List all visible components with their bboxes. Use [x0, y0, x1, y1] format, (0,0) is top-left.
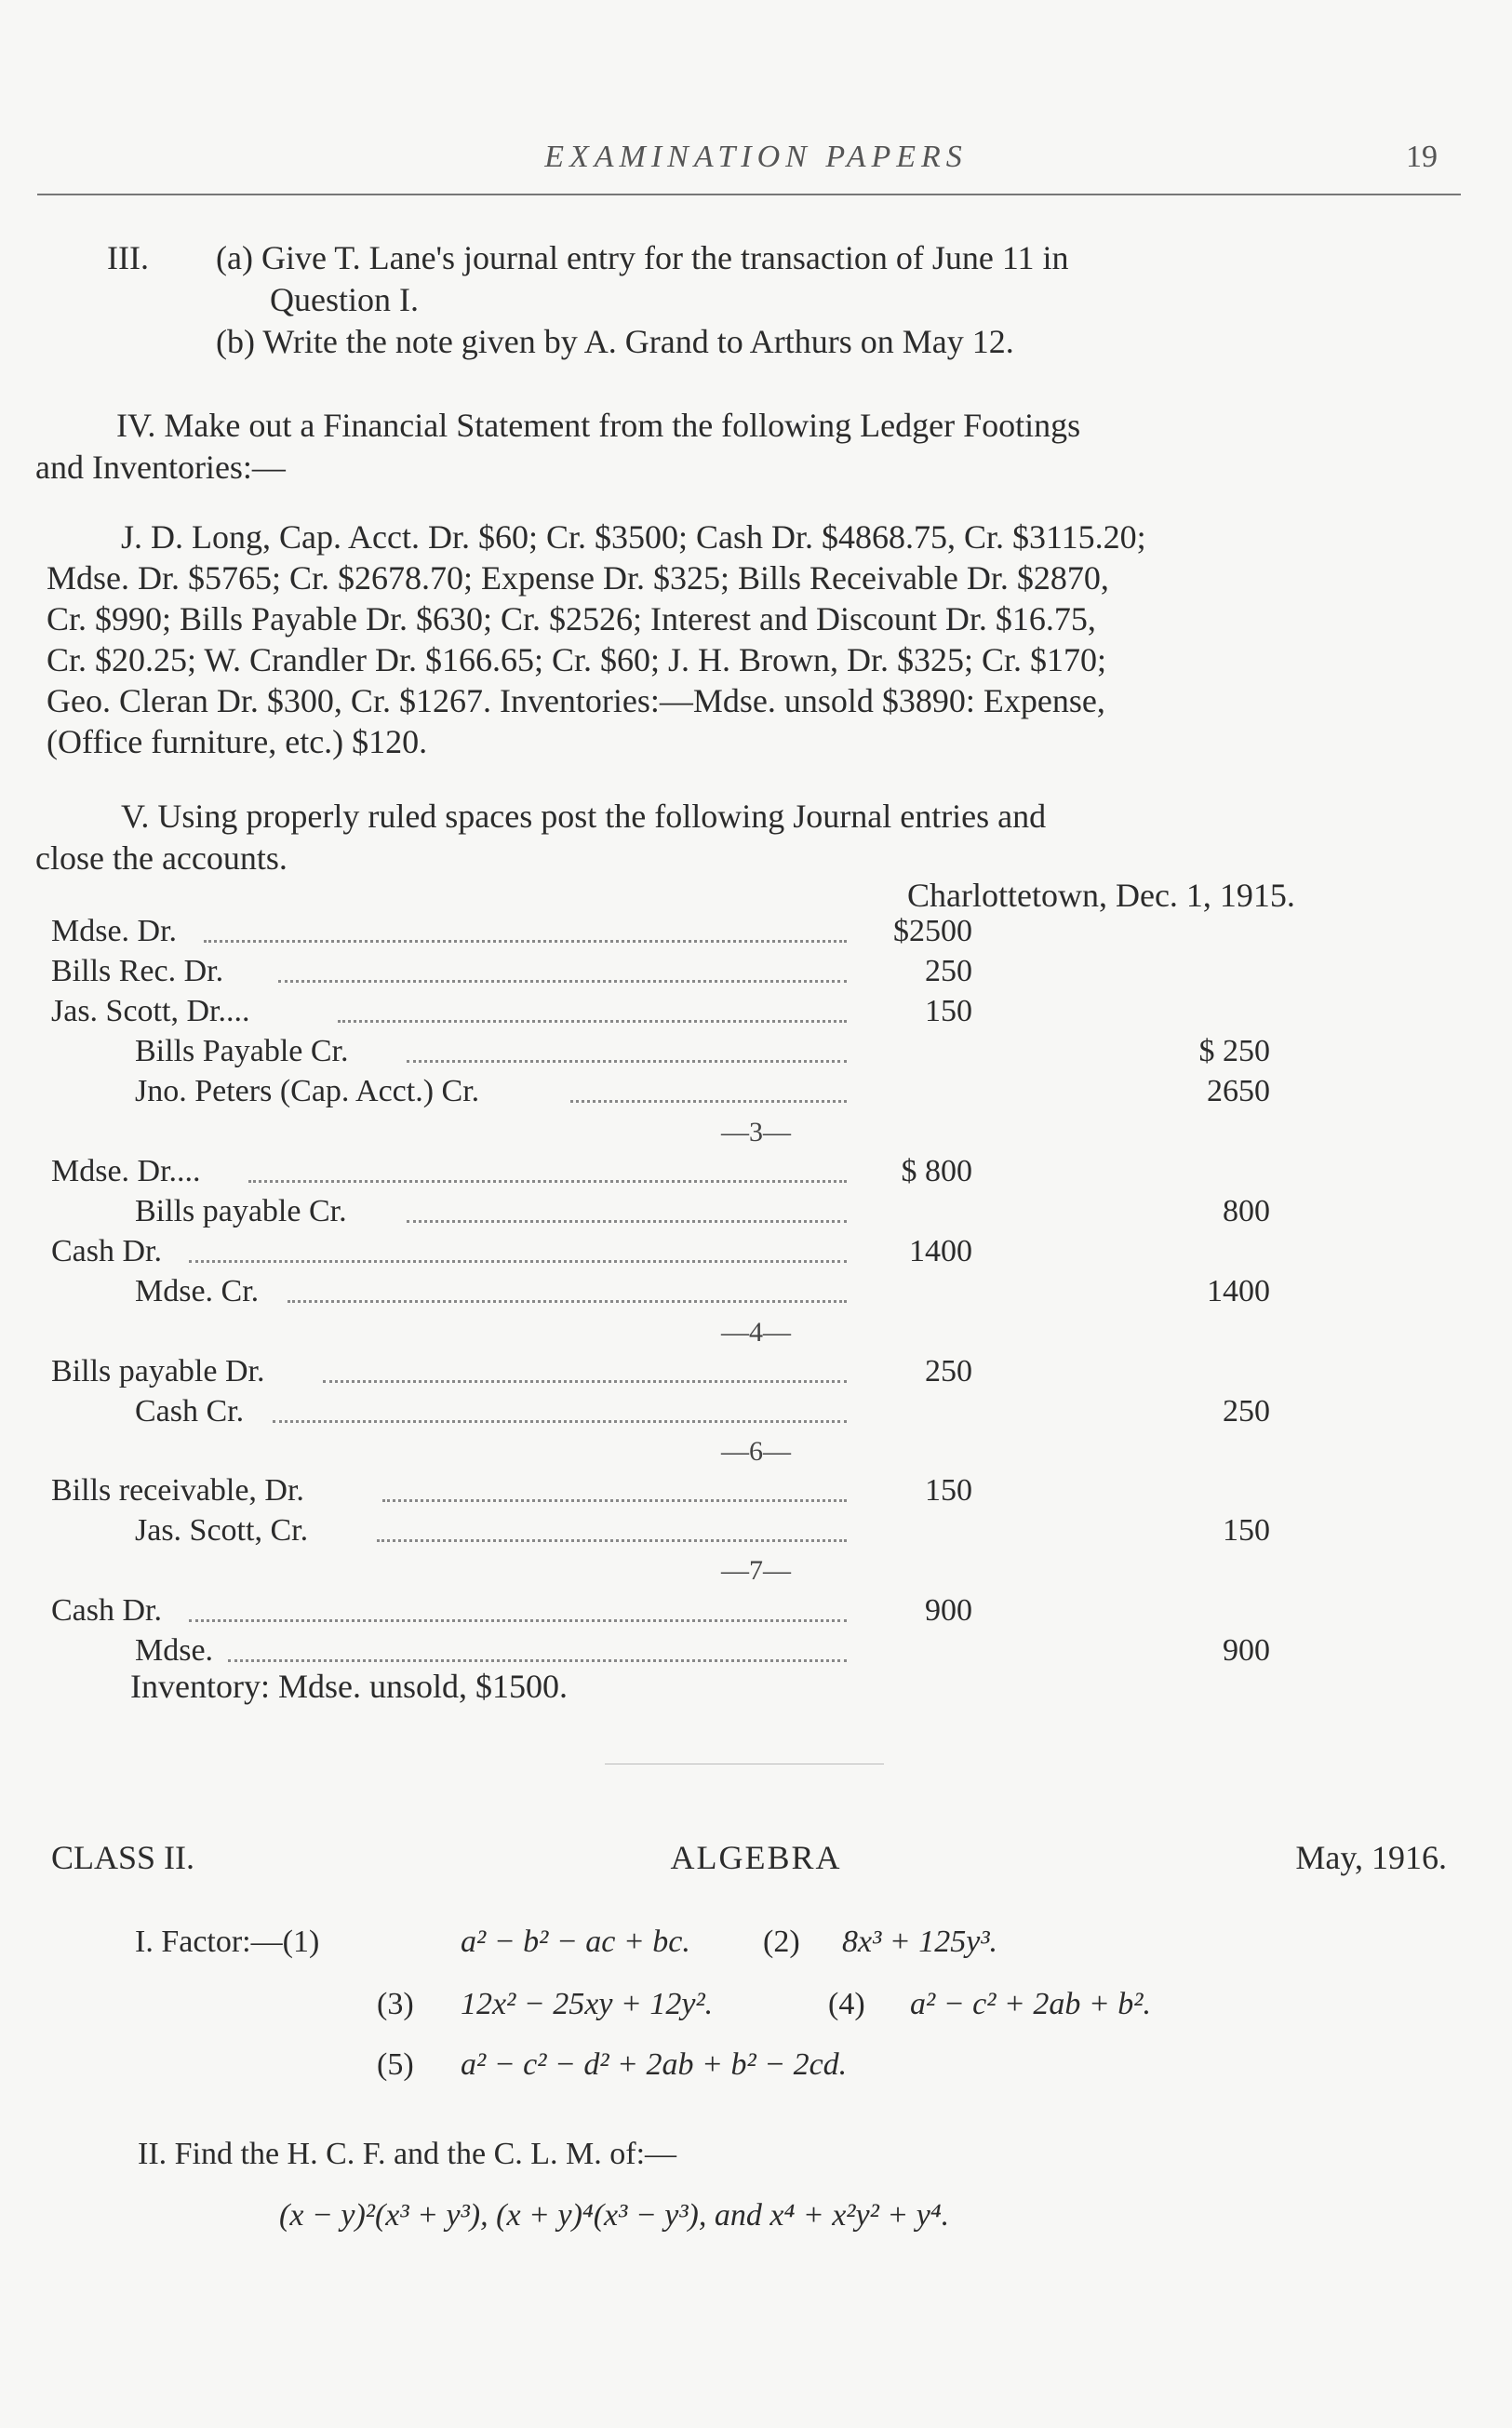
leader-dots: [248, 1180, 847, 1183]
debit-amount: 250: [925, 954, 972, 988]
leader-dots: [273, 1420, 847, 1423]
entry-account: Bills payable Dr.: [51, 1354, 265, 1388]
debit-amount: 250: [925, 1354, 972, 1388]
leader-dots: [377, 1539, 847, 1542]
journal-entry-row: [0, 1034, 1512, 1073]
header-rule: [37, 194, 1461, 195]
entry-account: Jno. Peters (Cap. Acct.) Cr.: [135, 1074, 480, 1108]
entry-account: Mdse. Dr.: [51, 914, 178, 948]
journal-entry-row: [0, 954, 1512, 993]
journal-entry-row: [0, 1234, 1512, 1273]
entry-account: Mdse. Dr....: [51, 1154, 201, 1188]
entry-account: Bills payable Cr.: [135, 1194, 347, 1228]
running-head: EXAMINATION PAPERS: [544, 140, 968, 174]
q1-expr-2: 8x³ + 125y³.: [842, 1925, 998, 1959]
algebra-date: May, 1916.: [1295, 1839, 1447, 1876]
q2-label: II. Find the H. C. F. and the C. L. M. of:—: [138, 2137, 677, 2171]
q1-expr-3: 12x² − 25xy + 12y².: [461, 1987, 714, 2021]
entry-account: Cash Cr.: [135, 1394, 245, 1429]
journal-entry-row: [0, 1074, 1512, 1113]
q3-part-b: (b) Write the note given by A. Grand to Arthurs on May 12.: [216, 323, 1014, 360]
journal-entry-row: [0, 1154, 1512, 1193]
debit-amount: $ 800: [901, 1154, 972, 1188]
journal-dateline: Charlottetown, Dec. 1, 1915.: [907, 877, 1295, 914]
journal-entry-row: [0, 914, 1512, 953]
q4-body-line: J. D. Long, Cap. Acct. Dr. $60; Cr. $3500; Cash Dr. $4868.75, Cr. $3115.20;: [121, 518, 1146, 556]
entry-account: Mdse.: [135, 1633, 214, 1668]
q2-expr: (x − y)²(x³ + y³), (x + y)⁴(x³ − y³), and x⁴ + x²y² + y⁴.: [279, 2198, 950, 2233]
leader-dots: [278, 980, 847, 983]
journal-day-marker: —6—: [721, 1436, 791, 1467]
leader-dots: [323, 1380, 847, 1383]
journal-day-marker: —3—: [721, 1117, 791, 1147]
q1-label-3: (3): [377, 1987, 414, 2021]
entry-account: Jas. Scott, Cr.: [135, 1513, 309, 1548]
leader-dots: [570, 1100, 847, 1103]
q4-line2: and Inventories:—: [35, 449, 286, 486]
debit-amount: 150: [925, 994, 972, 1028]
journal-entry-row: [0, 1274, 1512, 1313]
leader-dots: [338, 1020, 847, 1023]
journal-entry-row: [0, 994, 1512, 1033]
leader-dots: [407, 1060, 847, 1063]
debit-amount: 150: [925, 1473, 972, 1508]
debit-amount: 900: [925, 1593, 972, 1628]
entry-account: Bills receivable, Dr.: [51, 1473, 304, 1508]
journal-day-marker: —4—: [721, 1317, 791, 1348]
credit-amount: 1400: [1207, 1274, 1270, 1308]
q1-expr-1: a² − b² − ac + bc.: [461, 1925, 690, 1959]
class-label: CLASS II.: [51, 1839, 195, 1876]
q4-body-line: Cr. $20.25; W. Crandler Dr. $166.65; Cr. $60; J. H. Brown, Dr. $325; Cr. $170;: [47, 641, 1107, 678]
debit-amount: 1400: [909, 1234, 972, 1268]
debit-amount: $2500: [893, 914, 972, 948]
entry-account: Bills Payable Cr.: [135, 1034, 349, 1068]
q4-line1: IV. Make out a Financial Statement from the following Ledger Footings: [116, 407, 1081, 444]
q4-body-line: Cr. $990; Bills Payable Dr. $630; Cr. $2526; Interest and Discount Dr. $16.75,: [47, 600, 1096, 637]
credit-amount: $ 250: [1198, 1034, 1270, 1068]
q5-line1: V. Using properly ruled spaces post the following Journal entries and: [121, 798, 1047, 835]
credit-amount: 800: [1223, 1194, 1270, 1228]
q1-label-5: (5): [377, 2047, 414, 2082]
journal-entry-row: [0, 1473, 1512, 1512]
credit-amount: 150: [1223, 1513, 1270, 1548]
leader-dots: [189, 1619, 847, 1622]
credit-amount: 900: [1223, 1633, 1270, 1668]
entry-account: Bills Rec. Dr.: [51, 954, 224, 988]
entry-account: Cash Dr.: [51, 1593, 162, 1628]
q4-body-line: (Office furniture, etc.) $120.: [47, 723, 428, 760]
q1-expr-5: a² − c² − d² + 2ab + b² − 2cd.: [461, 2047, 848, 2082]
q1-label-2: (2): [763, 1925, 800, 1959]
q4-body-line: Geo. Cleran Dr. $300, Cr. $1267. Inventories:—Mdse. unsold $3890: Expense,: [47, 682, 1105, 719]
leader-dots: [228, 1659, 847, 1662]
algebra-title: ALGEBRA: [670, 1839, 842, 1876]
q3-number: III.: [107, 239, 149, 276]
leader-dots: [382, 1499, 847, 1502]
leader-dots: [407, 1220, 847, 1223]
q4-body-line: Mdse. Dr. $5765; Cr. $2678.70; Expense Dr. $325; Bills Receivable Dr. $2870,: [47, 559, 1109, 597]
q1-label-4: (4): [828, 1987, 865, 2021]
journal-entry-row: [0, 1194, 1512, 1233]
inventory-line: Inventory: Mdse. unsold, $1500.: [130, 1668, 568, 1705]
q4-body: [47, 516, 1461, 762]
leader-dots: [204, 940, 847, 943]
page-number: 19: [1406, 140, 1438, 174]
journal-entry-row: [0, 1354, 1512, 1393]
journal-day-marker: —7—: [721, 1555, 791, 1586]
q3-part-a-cont: Question I.: [270, 281, 419, 318]
journal-entry-row: [0, 1394, 1512, 1433]
q5-line2: close the accounts.: [35, 839, 288, 877]
entry-account: Jas. Scott, Dr....: [51, 994, 250, 1028]
journal-entry-row: [0, 1513, 1512, 1552]
entry-account: Cash Dr.: [51, 1234, 162, 1268]
leader-dots: [288, 1300, 847, 1303]
credit-amount: 2650: [1207, 1074, 1270, 1108]
leader-dots: [189, 1260, 847, 1263]
entry-account: Mdse. Cr.: [135, 1274, 260, 1308]
q1-label: I. Factor:—(1): [135, 1925, 320, 1959]
q1-expr-4: a² − c² + 2ab + b².: [910, 1987, 1152, 2021]
credit-amount: 250: [1223, 1394, 1270, 1429]
q3-part-a: (a) Give T. Lane's journal entry for the transaction of June 11 in: [216, 239, 1069, 276]
journal-entry-row: [0, 1593, 1512, 1632]
